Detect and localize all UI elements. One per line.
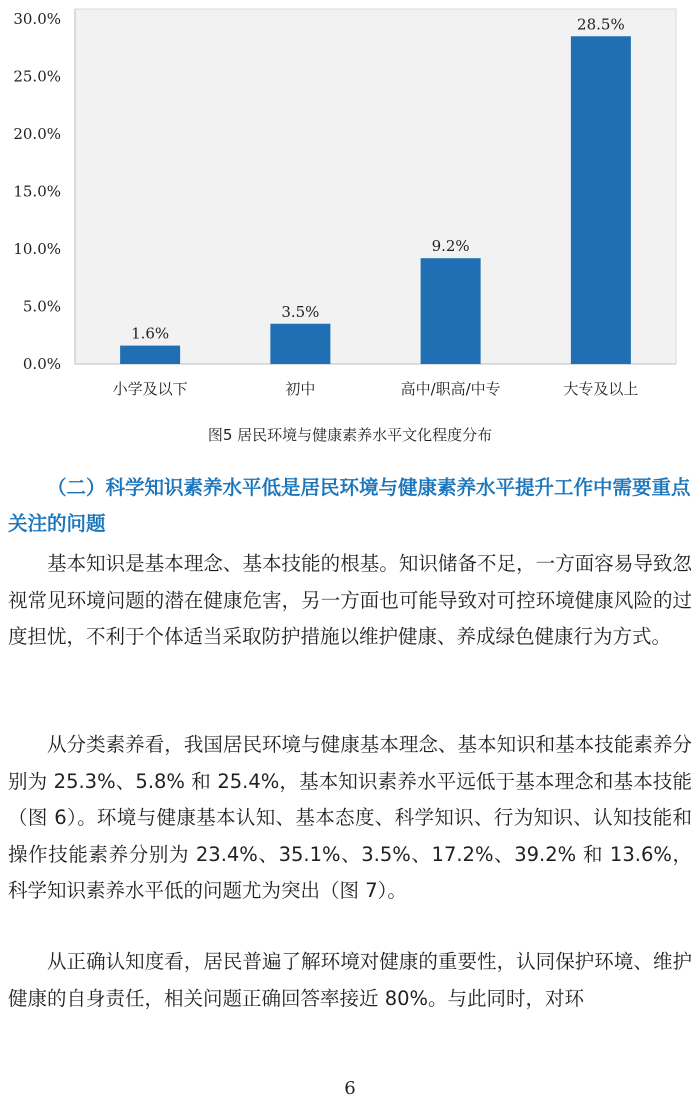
paragraph-basic-knowledge: 基本知识是基本理念、基本技能的根基。知识储备不足，一方面容易导致忽视常见环境问题的潜在健康危害，另一方面也可能导致对可控环境健康风险的过度担忧，不利于个体适当采取防护措施以维护健康、养成绿色健康行为方式。 bbox=[8, 552, 692, 648]
bar bbox=[270, 324, 330, 364]
bar bbox=[120, 346, 180, 364]
y-tick-label: 5.0% bbox=[22, 297, 61, 316]
section-heading: （二）科学知识素养水平低是居民环境与健康素养水平提升工作中需要重点关注的问题 bbox=[8, 476, 691, 535]
figure-caption: 图5 居民环境与健康素养水平文化程度分布 bbox=[207, 426, 493, 444]
x-category-label: 初中 bbox=[285, 380, 316, 398]
y-tick-label: 0.0% bbox=[22, 355, 61, 373]
y-tick-label: 20.0% bbox=[13, 125, 61, 143]
x-category-label: 大专及以上 bbox=[563, 380, 639, 398]
x-category-label: 小学及以下 bbox=[112, 380, 188, 398]
bar-value-label: 3.5% bbox=[281, 302, 320, 321]
y-tick-label: 10.0% bbox=[13, 240, 61, 258]
paragraph-classification: 从分类素养看，我国居民环境与健康基本理念、基本知识和基本技能素养分别为 25.3%、5.8% 和 25.4%，基本知识素养水平远低于基本理念和基本技能（图 6）。环境与健康基本认知、基本态度、科学知识、行为知识、认知技能和操作技能素养分别为 23.4%、35.1%、3.5%、17.2%、39.2% 和 13.6%，科学知识素养水平低的问题尤为突出（图 7）。 bbox=[8, 733, 692, 902]
bar bbox=[421, 258, 481, 364]
paragraph-correct-awareness: 从正确认知度看，居民普遍了解环境对健康的重要性，认同保护环境、维护健康的自身责任，相关问题正确回答率接近 80%。与此同时，对环 bbox=[8, 950, 692, 1010]
bar-value-label: 1.6% bbox=[131, 324, 170, 343]
bar bbox=[571, 36, 631, 364]
y-tick-label: 25.0% bbox=[13, 67, 61, 86]
bar-value-label: 28.5% bbox=[577, 15, 625, 34]
y-tick-label: 30.0% bbox=[13, 10, 61, 28]
education-level-bar-chart bbox=[0, 0, 700, 420]
bar-value-label: 9.2% bbox=[431, 237, 470, 256]
y-tick-label: 15.0% bbox=[13, 182, 61, 201]
x-category-label: 高中/职高/中专 bbox=[400, 380, 501, 398]
page-number: 6 bbox=[344, 1078, 356, 1099]
